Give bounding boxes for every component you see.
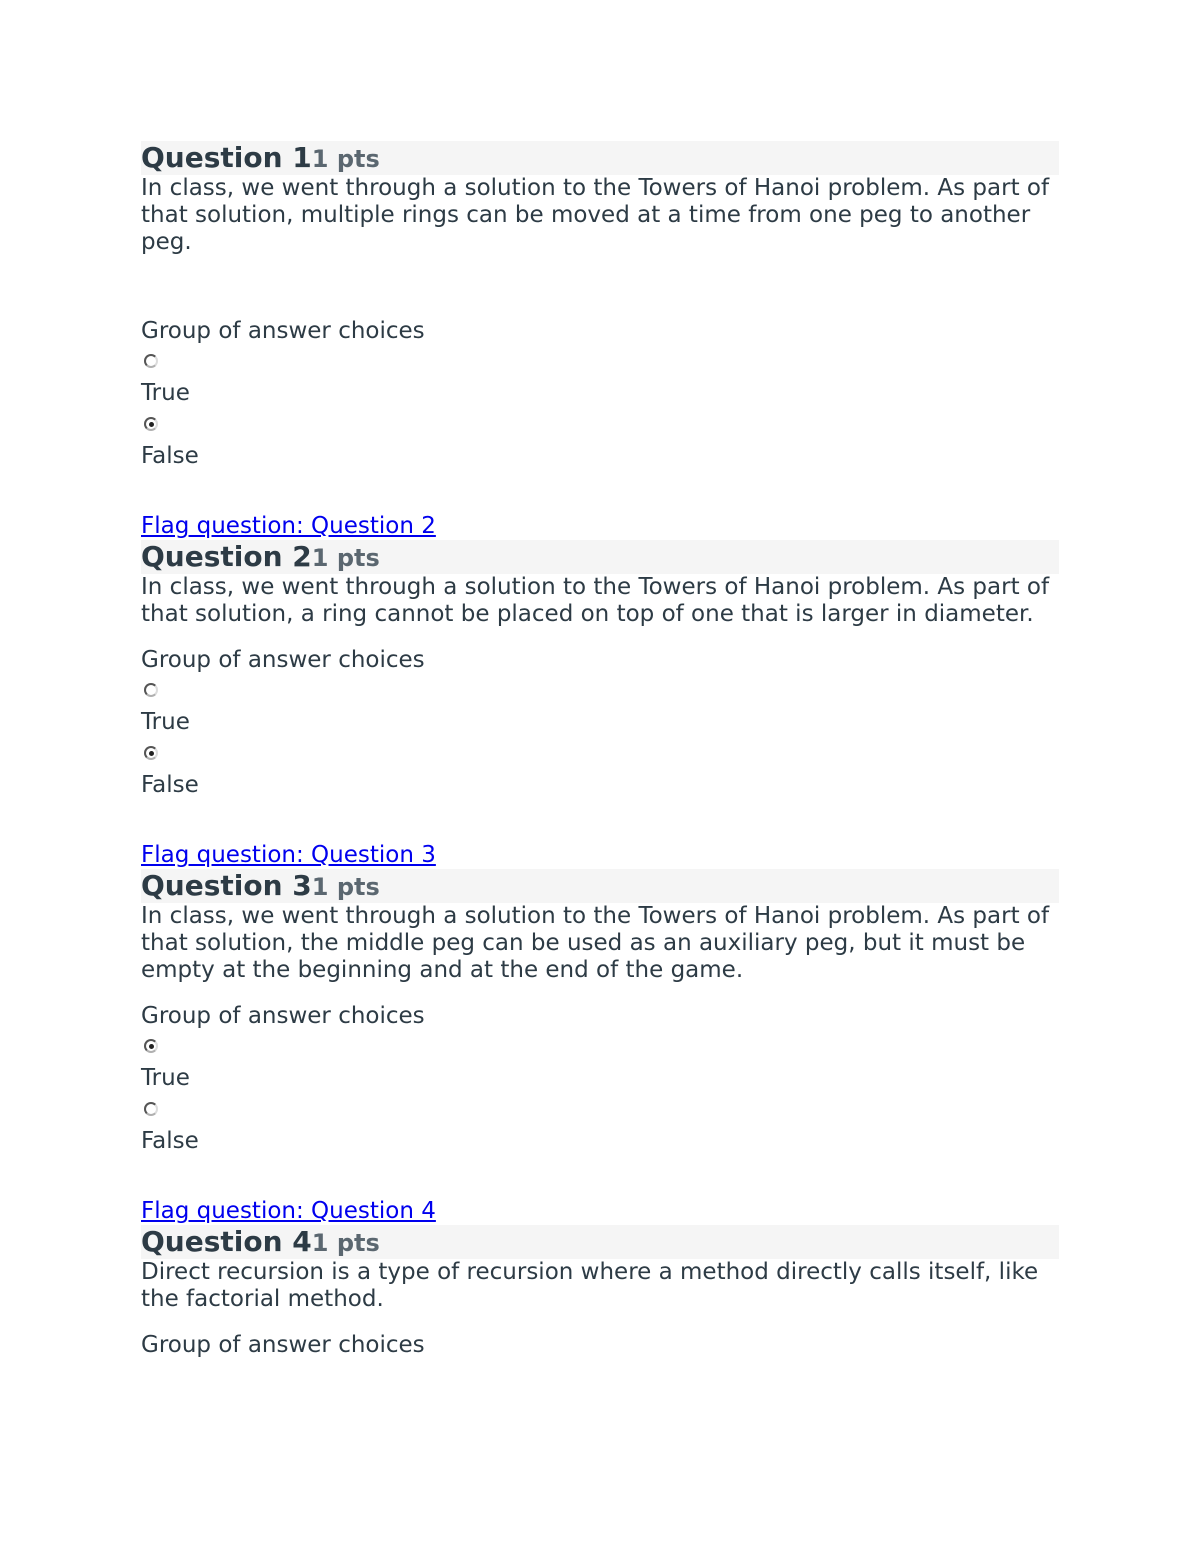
answer-false-radio[interactable] [141,409,1059,441]
question-points: 1 pts [311,873,380,901]
radio-unchecked-icon[interactable] [144,354,158,368]
answer-false-label[interactable]: False [141,772,199,798]
question-title: Question 4 [141,1225,312,1258]
radio-unchecked-icon[interactable] [144,1102,158,1116]
flag-question-link[interactable]: Flag question: Question 2 [141,513,436,539]
question-header [141,869,1059,903]
answer-false-radio[interactable] [141,1094,1059,1126]
flag-question-link[interactable]: Flag question: Question 3 [141,842,436,868]
question-points: 1 pts [311,145,380,173]
answer-true-label[interactable]: True [141,709,190,735]
answer-true-radio[interactable] [141,675,1059,707]
answer-group-label: Group of answer choices [141,1003,425,1029]
question-title: Question 1 [141,141,312,174]
question-header [141,141,1059,175]
question-3 [141,841,1059,1157]
radio-checked-icon[interactable] [144,1039,158,1053]
question-4 [141,1197,1059,1360]
question-header [141,540,1059,574]
radio-checked-icon[interactable] [144,746,158,760]
question-points: 1 pts [311,544,380,572]
answer-group-label: Group of answer choices [141,1332,425,1358]
answer-true-radio[interactable] [141,1031,1059,1063]
radio-unchecked-icon[interactable] [144,683,158,697]
question-2 [141,512,1059,801]
question-text: Direct recursion is a type of recursion where a method directly calls itself, like the factorial method. [141,1259,1039,1312]
question-title: Question 3 [141,869,312,902]
answer-false-label[interactable]: False [141,1128,199,1154]
flag-question-link[interactable]: Flag question: Question 4 [141,1198,436,1224]
answer-group-label: Group of answer choices [141,318,425,344]
question-points: 1 pts [311,1229,380,1257]
question-1 [141,141,1059,472]
answer-true-label[interactable]: True [141,380,190,406]
answer-false-label[interactable]: False [141,443,199,469]
question-text: In class, we went through a solution to the Towers of Hanoi problem. As part of that solution, multiple rings can be moved at a time from one peg to another peg. [141,175,1050,255]
answer-true-radio[interactable] [141,346,1059,378]
question-title: Question 2 [141,540,312,573]
question-text: In class, we went through a solution to the Towers of Hanoi problem. As part of that solution, a ring cannot be placed on top of one that is larger in diameter. [141,574,1050,627]
answer-true-label[interactable]: True [141,1065,190,1091]
answer-false-radio[interactable] [141,738,1059,770]
quiz-page [141,141,1059,1360]
question-text: In class, we went through a solution to the Towers of Hanoi problem. As part of that solution, the middle peg can be used as an auxiliary peg, but it must be empty at the beginning and at the end of the game. [141,903,1050,983]
question-header [141,1225,1059,1259]
radio-checked-icon[interactable] [144,417,158,431]
answer-group-label: Group of answer choices [141,647,425,673]
